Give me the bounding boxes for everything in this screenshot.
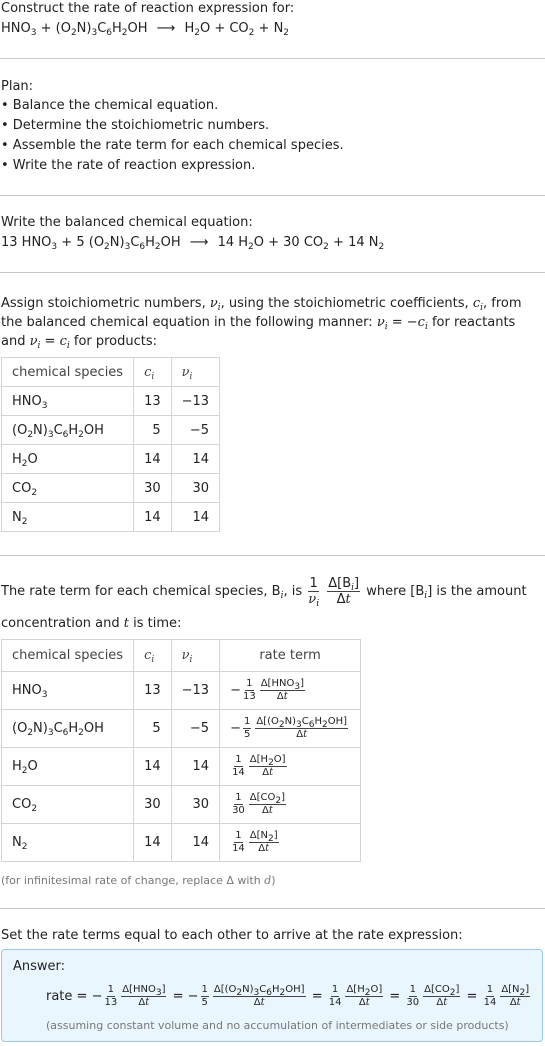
- species-cell: $N_2$: [2, 503, 134, 532]
- stoich-number-cell: 30: [171, 474, 219, 503]
- coefficient-cell: 14: [134, 503, 172, 532]
- stoich-text-line-1: Assign stoichiometric numbers, $\nu_i$, using the stoichiometric coefficients, $c_i$, from: [1, 296, 522, 313]
- divider: [0, 58, 545, 59]
- coefficient-cell: 14: [134, 445, 172, 474]
- column-header: chemical species: [2, 640, 134, 672]
- rate-definition-fraction: $\frac{1}{\nu_i}$: [308, 576, 320, 609]
- column-header: $\nu_i$: [171, 640, 219, 672]
- coefficient-cell: 5: [134, 710, 172, 748]
- stoich-number-cell: 30: [171, 786, 219, 824]
- rate-term-cell: − $\frac{1}{13}$ $\frac{\Delta[HNO_3]}{\Delta t}$: [220, 672, 361, 710]
- delta-fraction: $\frac{\Delta[B_i]}{\Delta t}$: [328, 576, 360, 607]
- plan-step-4: • Write the rate of reaction expression.: [1, 158, 256, 173]
- table-row: [2, 786, 361, 824]
- table-row: [2, 710, 361, 748]
- species-cell: $H_2O$: [2, 748, 134, 786]
- species-cell: $CO_2$: [2, 474, 134, 503]
- unbalanced-reaction: $HNO_3 + (O_2N)_3C_6H_2OH$ ⟶ $H_2O + CO_2 + N_2$: [1, 21, 290, 38]
- coefficient-cell: 5: [134, 416, 172, 445]
- column-header: chemical species: [2, 358, 134, 387]
- plan-step-2: • Determine the stoichiometric numbers.: [1, 118, 270, 133]
- rate-term-cell: $\frac{1}{14}$ $\frac{\Delta[N_2]}{\Delta t}$: [220, 824, 361, 862]
- balanced-reaction: 13 $HNO_3 + 5$ $(O_2N)_3C_6H_2OH$ ⟶ 14 $H_2O + 30$ $CO_2 + 14$ $N_2$: [1, 235, 385, 252]
- species-cell: $H_2O$: [2, 445, 134, 474]
- stoich-number-cell: −5: [171, 416, 219, 445]
- stoich-number-cell: 14: [171, 824, 219, 862]
- coefficient-cell: 30: [134, 786, 172, 824]
- table-row: [2, 445, 220, 474]
- answer-footnote: (assuming constant volume and no accumulation of intermediates or side products): [46, 1019, 509, 1032]
- divider: [0, 555, 545, 556]
- rateterm-text-line-2: concentration and t is time:: [1, 616, 182, 631]
- plan-heading: Plan:: [1, 79, 34, 94]
- species-cell: $N_2$: [2, 824, 134, 862]
- plan-step-1: • Balance the chemical equation.: [1, 98, 219, 113]
- table-row: [2, 672, 361, 710]
- coefficient-cell: 14: [134, 748, 172, 786]
- divider: [0, 272, 545, 273]
- stoich-number-cell: −13: [171, 387, 219, 416]
- infinitesimal-note: (for infinitesimal rate of change, replace Δ with d): [1, 874, 276, 887]
- species-cell: $CO_2$: [2, 786, 134, 824]
- table-row: [2, 748, 361, 786]
- coefficient-cell: 14: [134, 824, 172, 862]
- table-row: [2, 474, 220, 503]
- species-cell: $HNO_3$: [2, 387, 134, 416]
- column-header: rate term: [220, 640, 361, 672]
- stoich-text-line-3: and $\nu_i = c_i$ for products:: [1, 334, 158, 351]
- table-row: [2, 387, 220, 416]
- stoich-number-cell: −13: [171, 672, 219, 710]
- rate-term-cell: $\frac{1}{14}$ $\frac{\Delta[H_2O]}{\Delta t}$: [220, 748, 361, 786]
- column-header: $c_i$: [134, 358, 172, 387]
- species-cell: $(O_2N)_3C_6H_2OH$: [2, 710, 134, 748]
- final-heading: Set the rate terms equal to each other to arrive at the rate expression:: [1, 928, 463, 943]
- column-header: $\nu_i$: [171, 358, 219, 387]
- rateterm-text-line-1: The rate term for each chemical species, $B_i$, is $\frac{1}{\nu_i}$ $\frac{\Delta[B_i]}{\Delta t}$ where $[B_i]$ is the amount: [1, 576, 527, 609]
- species-cell: $(O_2N)_3C_6H_2OH$: [2, 416, 134, 445]
- coefficient-cell: 13: [134, 387, 172, 416]
- rate-term-cell: − $\frac{1}{5}$ $\frac{\Delta[(O_2N)_3C_6H_2OH]}{\Delta t}$: [220, 710, 361, 748]
- stoich-number-cell: 14: [171, 748, 219, 786]
- plan-step-3: • Assemble the rate term for each chemical species.: [1, 138, 344, 153]
- divider: [0, 908, 545, 909]
- column-header: $c_i$: [134, 640, 172, 672]
- stoich-number-cell: 14: [171, 445, 219, 474]
- rate-expression: rate = − $\frac{1}{13}$ $\frac{\Delta[HNO_3]}{\Delta t}$ = − $\frac{1}{5}$ $\frac{\Delta[(O_2N)_3C_6H_2OH]}{\Delta t}$ = $\frac{1}{14}$ $\frac{\Delta[H_2O]}{\Delta t}$ = $\frac{1}{30}$ $\frac{\Delta[CO_2]}{\Delta t}$ = $\frac{1}{14}$ $\frac{\Delta[N_2]}{\Delta t}$: [46, 984, 530, 1008]
- table-header-row: [2, 358, 220, 387]
- stoich-text-line-2: the balanced chemical equation in the following manner: $\nu_i = -c_i$ for reactants: [1, 315, 516, 332]
- answer-label: Answer:: [13, 959, 66, 974]
- intro-title: Construct the rate of reaction expression for:: [1, 1, 295, 16]
- coefficient-cell: 30: [134, 474, 172, 503]
- stoich-table: [1, 357, 220, 532]
- rate-term-table: [1, 639, 361, 862]
- answer-box: [1, 949, 543, 1042]
- table-row: [2, 824, 361, 862]
- table-row: [2, 503, 220, 532]
- table-header-row: [2, 640, 361, 672]
- stoich-number-cell: −5: [171, 710, 219, 748]
- coefficient-cell: 13: [134, 672, 172, 710]
- table-row: [2, 416, 220, 445]
- species-cell: $HNO_3$: [2, 672, 134, 710]
- rate-term-cell: $\frac{1}{30}$ $\frac{\Delta[CO_2]}{\Delta t}$: [220, 786, 361, 824]
- stoich-number-cell: 14: [171, 503, 219, 532]
- divider: [0, 195, 545, 196]
- balanced-heading: Write the balanced chemical equation:: [1, 215, 253, 230]
